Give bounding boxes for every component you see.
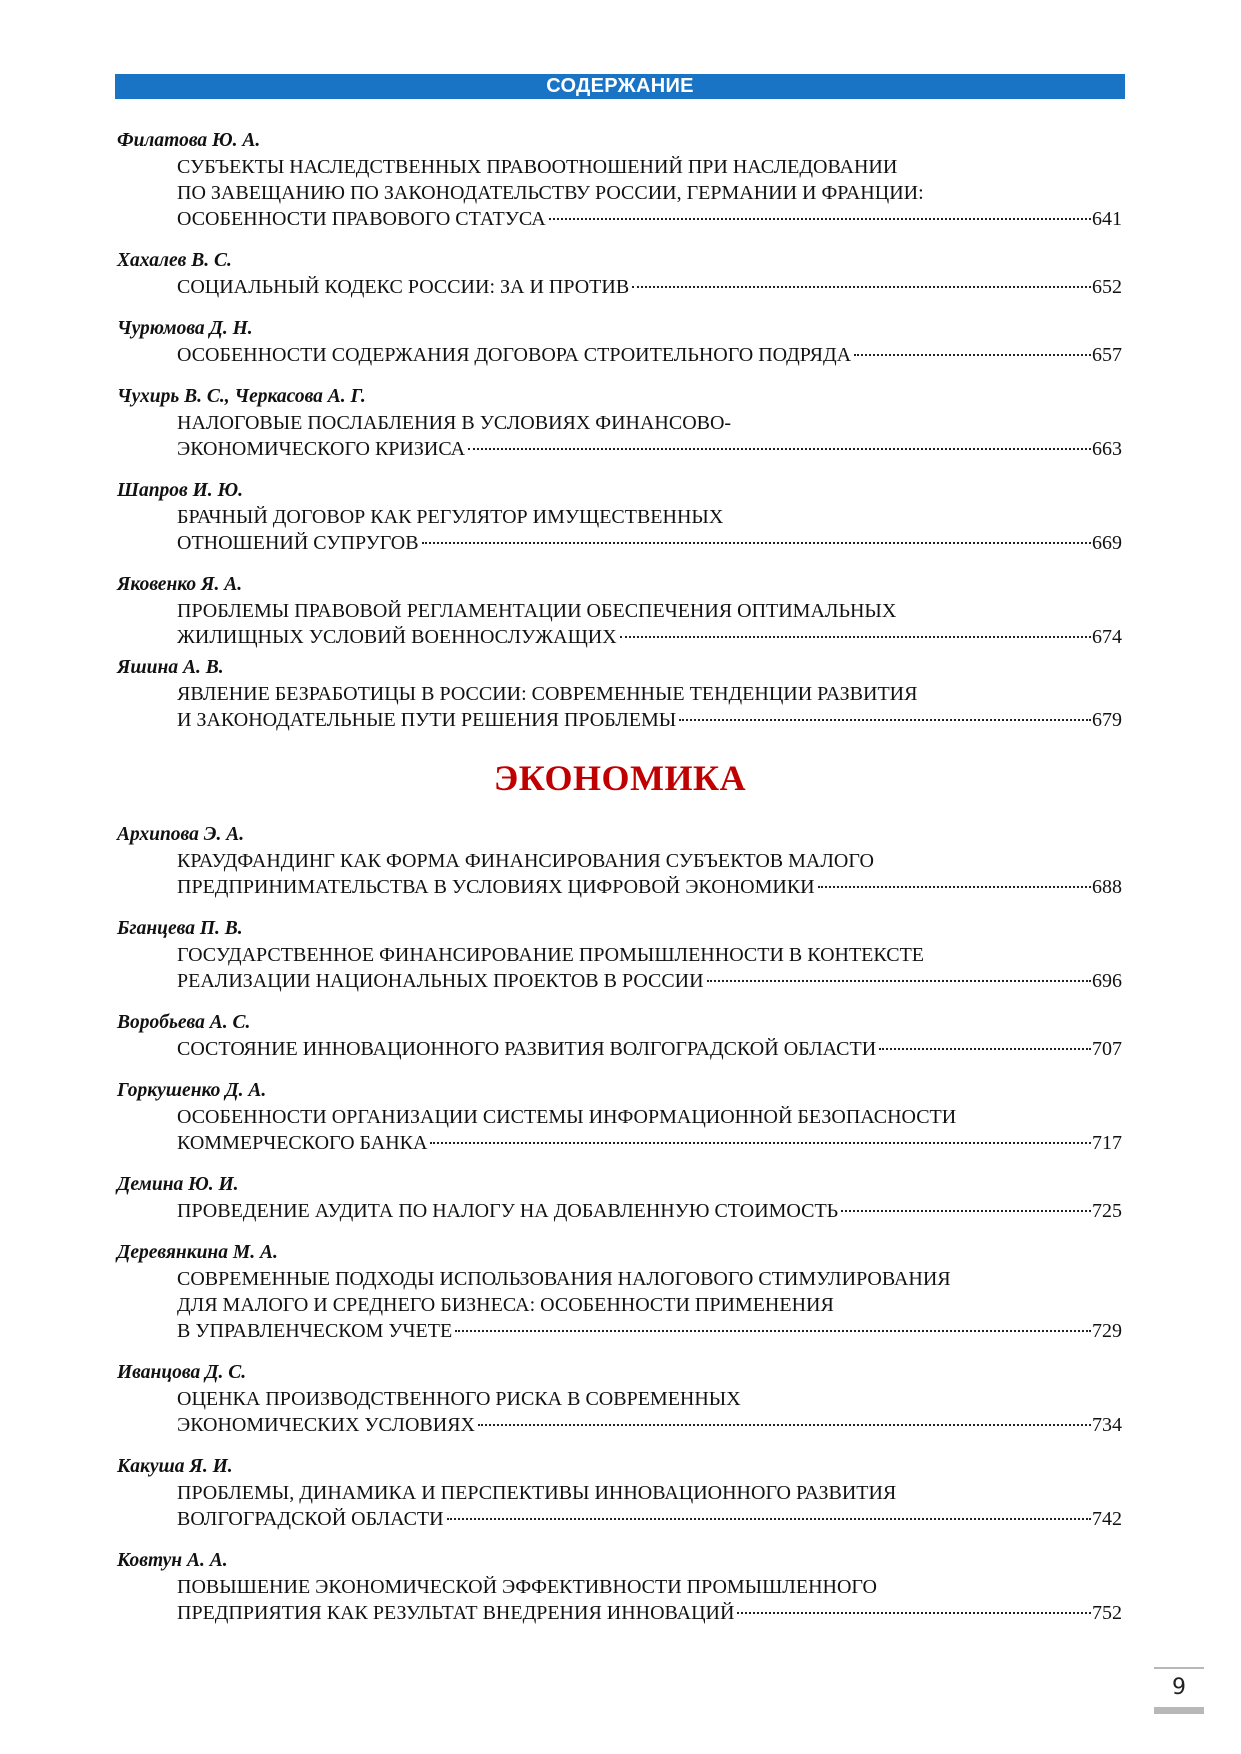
toc-entry[interactable] [117,128,1122,232]
page-ref[interactable]: 752 [1092,1602,1122,1624]
title-last-line [177,1036,1122,1062]
title-line: КРАУДФАНДИНГ КАК ФОРМА ФИНАНСИРОВАНИЯ СУБЪЕКТОВ МАЛОГО [177,850,874,872]
title-last-line [177,624,1122,650]
toc-law-list [117,128,1122,749]
dot-leader [455,1330,1091,1332]
page-ref[interactable]: 674 [1092,626,1122,648]
title-line: И ЗАКОНОДАТЕЛЬНЫЕ ПУТИ РЕШЕНИЯ ПРОБЛЕМЫ [177,709,677,731]
dot-leader [737,1612,1091,1614]
toc-entry[interactable] [117,316,1122,368]
title-last-line [177,1130,1122,1156]
title-last-line [177,1198,1122,1224]
entry-title [117,1480,1122,1532]
entry-title [117,1386,1122,1438]
toc-entry[interactable] [117,384,1122,462]
toc-economics-list [117,822,1122,1642]
title-line: ПРОВЕДЕНИЕ АУДИТА ПО НАЛОГУ НА ДОБАВЛЕННУЮ СТОИМОСТЬ [177,1200,839,1222]
page-number-box [1154,1667,1204,1714]
title-line: ЭКОНОМИЧЕСКИХ УСЛОВИЯХ [177,1414,475,1436]
entry-title [117,1266,1122,1344]
toc-entry[interactable] [117,1240,1122,1344]
title-line: ПРОБЛЕМЫ, ДИНАМИКА И ПЕРСПЕКТИВЫ ИННОВАЦИОННОГО РАЗВИТИЯ [177,1482,897,1504]
title-last-line [177,1318,1122,1344]
page-number: 9 [1172,1675,1186,1700]
page-ref[interactable]: 707 [1092,1038,1122,1060]
title-line: РЕАЛИЗАЦИИ НАЦИОНАЛЬНЫХ ПРОЕКТОВ В РОССИИ [177,970,704,992]
entry-title [117,342,1122,368]
toc-entry[interactable] [117,1360,1122,1438]
entry-title [117,1198,1122,1224]
toc-entry[interactable] [117,916,1122,994]
entry-title [117,154,1122,232]
title-last-line [177,530,1122,556]
title-line: В УПРАВЛЕНЧЕСКОМ УЧЕТЕ [177,1320,453,1342]
dot-leader [879,1048,1091,1050]
toc-entry[interactable] [117,1078,1122,1156]
entry-title [117,410,1122,462]
title-last-line [177,274,1122,300]
toc-entry[interactable] [117,655,1122,733]
title-last-line [177,1600,1122,1626]
dot-leader [841,1210,1091,1212]
entry-author: Демина Ю. И. [117,1174,239,1195]
entry-author: Чурюмова Д. Н. [117,318,253,339]
dot-leader [549,218,1091,220]
title-line: ВОЛГОГРАДСКОЙ ОБЛАСТИ [177,1508,444,1530]
entry-author: Ковтун А. А. [117,1550,228,1571]
entry-title [117,504,1122,556]
entry-author: Яшина А. В. [117,657,224,678]
entry-author: Чухирь В. С., Черкасова А. Г. [117,386,366,407]
page-ref[interactable]: 652 [1092,276,1122,298]
title-line: ГОСУДАРСТВЕННОЕ ФИНАНСИРОВАНИЕ ПРОМЫШЛЕННОСТИ В КОНТЕКСТЕ [177,944,925,966]
entry-title [117,1036,1122,1062]
entry-author: Воробьева А. С. [117,1012,251,1033]
dot-leader [468,448,1091,450]
title-line: ПРОБЛЕМЫ ПРАВОВОЙ РЕГЛАМЕНТАЦИИ ОБЕСПЕЧЕНИЯ ОПТИМАЛЬНЫХ [177,600,897,622]
title-line: ОСОБЕННОСТИ СОДЕРЖАНИЯ ДОГОВОРА СТРОИТЕЛЬНОГО ПОДРЯДА [177,344,852,366]
page-ref[interactable]: 679 [1092,709,1122,731]
entry-title [117,274,1122,300]
page-ref[interactable]: 696 [1092,970,1122,992]
entry-title [117,598,1122,650]
page-ref[interactable]: 742 [1092,1508,1122,1530]
divider [1154,1707,1204,1714]
title-last-line [177,342,1122,368]
entry-author: Какуша Я. И. [117,1456,233,1477]
entry-author: Яковенко Я. А. [117,574,243,595]
title-line: ОЦЕНКА ПРОИЗВОДСТВЕННОГО РИСКА В СОВРЕМЕННЫХ [177,1388,741,1410]
entry-author: Деревянкина М. А. [117,1242,278,1263]
title-last-line [177,874,1122,900]
page-ref[interactable]: 688 [1092,876,1122,898]
title-last-line [177,707,1122,733]
dot-leader [854,354,1091,356]
dot-leader [447,1518,1091,1520]
title-line: ДЛЯ МАЛОГО И СРЕДНЕГО БИЗНЕСА: ОСОБЕННОСТИ ПРИМЕНЕНИЯ [177,1294,834,1316]
title-last-line [177,436,1122,462]
toc-entry[interactable] [117,1010,1122,1062]
title-line: СОВРЕМЕННЫЕ ПОДХОДЫ ИСПОЛЬЗОВАНИЯ НАЛОГОВОГО СТИМУЛИРОВАНИЯ [177,1268,951,1290]
entry-author: Хахалев В. С. [117,250,232,271]
entry-author: Филатова Ю. А. [117,130,261,151]
dot-leader [679,719,1091,721]
title-line: СОЦИАЛЬНЫЙ КОДЕКС РОССИИ: ЗА И ПРОТИВ [177,276,630,298]
page-ref[interactable]: 729 [1092,1320,1122,1342]
title-line: ОТНОШЕНИЙ СУПРУГОВ [177,532,419,554]
entry-title [117,1104,1122,1156]
title-last-line [177,206,1122,232]
dot-leader [478,1424,1091,1426]
dot-leader [632,286,1091,288]
title-line: НАЛОГОВЫЕ ПОСЛАБЛЕНИЯ В УСЛОВИЯХ ФИНАНСОВО- [177,412,732,434]
dot-leader [707,980,1091,982]
title-line: ПО ЗАВЕЩАНИЮ ПО ЗАКОНОДАТЕЛЬСТВУ РОССИИ, ГЕРМАНИИ И ФРАНЦИИ: [177,182,924,204]
entry-title [117,1574,1122,1626]
toc-entry[interactable] [117,572,1122,650]
title-last-line [177,1506,1122,1532]
title-line: КОММЕРЧЕСКОГО БАНКА [177,1132,428,1154]
contents-header: СОДЕРЖАНИЕ [115,74,1125,99]
title-line: СОСТОЯНИЕ ИННОВАЦИОННОГО РАЗВИТИЯ ВОЛГОГРАДСКОЙ ОБЛАСТИ [177,1038,877,1060]
dot-leader [620,636,1091,638]
page-ref[interactable]: 669 [1092,532,1122,554]
title-line: ПОВЫШЕНИЕ ЭКОНОМИЧЕСКОЙ ЭФФЕКТИВНОСТИ ПРОМЫШЛЕННОГО [177,1576,877,1598]
title-line: ЖИЛИЩНЫХ УСЛОВИЙ ВОЕННОСЛУЖАЩИХ [177,626,617,648]
entry-title [117,681,1122,733]
dot-leader [818,886,1091,888]
title-line: ОСОБЕННОСТИ ПРАВОВОГО СТАТУСА [177,208,546,230]
title-line: ОСОБЕННОСТИ ОРГАНИЗАЦИИ СИСТЕМЫ ИНФОРМАЦИОННОЙ БЕЗОПАСНОСТИ [177,1106,957,1128]
title-line: ЯВЛЕНИЕ БЕЗРАБОТИЦЫ В РОССИИ: СОВРЕМЕННЫЕ ТЕНДЕНЦИИ РАЗВИТИЯ [177,683,918,705]
page-ref[interactable]: 717 [1092,1132,1122,1154]
toc-entry[interactable] [117,1172,1122,1224]
title-last-line [177,968,1122,994]
toc-entry[interactable] [117,478,1122,556]
toc-entry[interactable] [117,1454,1122,1532]
entry-author: Бганцева П. В. [117,918,243,939]
toc-entry[interactable] [117,1548,1122,1626]
toc-entry[interactable] [117,248,1122,300]
section-heading: ЭКОНОМИКА [493,758,747,798]
entry-author: Иванцова Д. С. [117,1362,247,1383]
entry-title [117,848,1122,900]
title-line: ПРЕДПРИЯТИЯ КАК РЕЗУЛЬТАТ ВНЕДРЕНИЯ ИННОВАЦИЙ [177,1602,735,1624]
page-ref[interactable]: 734 [1092,1414,1122,1436]
title-line: ПРЕДПРИНИМАТЕЛЬСТВА В УСЛОВИЯХ ЦИФРОВОЙ ЭКОНОМИКИ [177,876,815,898]
toc-entry[interactable] [117,822,1122,900]
page-ref[interactable]: 657 [1092,344,1122,366]
page-ref[interactable]: 725 [1092,1200,1122,1222]
title-line: СУБЪЕКТЫ НАСЛЕДСТВЕННЫХ ПРАВООТНОШЕНИЙ ПРИ НАСЛЕДОВАНИИ [177,156,898,178]
entry-author: Шапров И. Ю. [117,480,244,501]
page-ref[interactable]: 663 [1092,438,1122,460]
dot-leader [430,1142,1091,1144]
entry-author: Архипова Э. А. [117,824,245,845]
title-line: БРАЧНЫЙ ДОГОВОР КАК РЕГУЛЯТОР ИМУЩЕСТВЕННЫХ [177,506,724,528]
title-last-line [177,1412,1122,1438]
title-line: ЭКОНОМИЧЕСКОГО КРИЗИСА [177,438,466,460]
page-ref[interactable]: 641 [1092,208,1122,230]
entry-title [117,942,1122,994]
entry-author: Горкушенко Д. А. [117,1080,267,1101]
dot-leader [422,542,1091,544]
